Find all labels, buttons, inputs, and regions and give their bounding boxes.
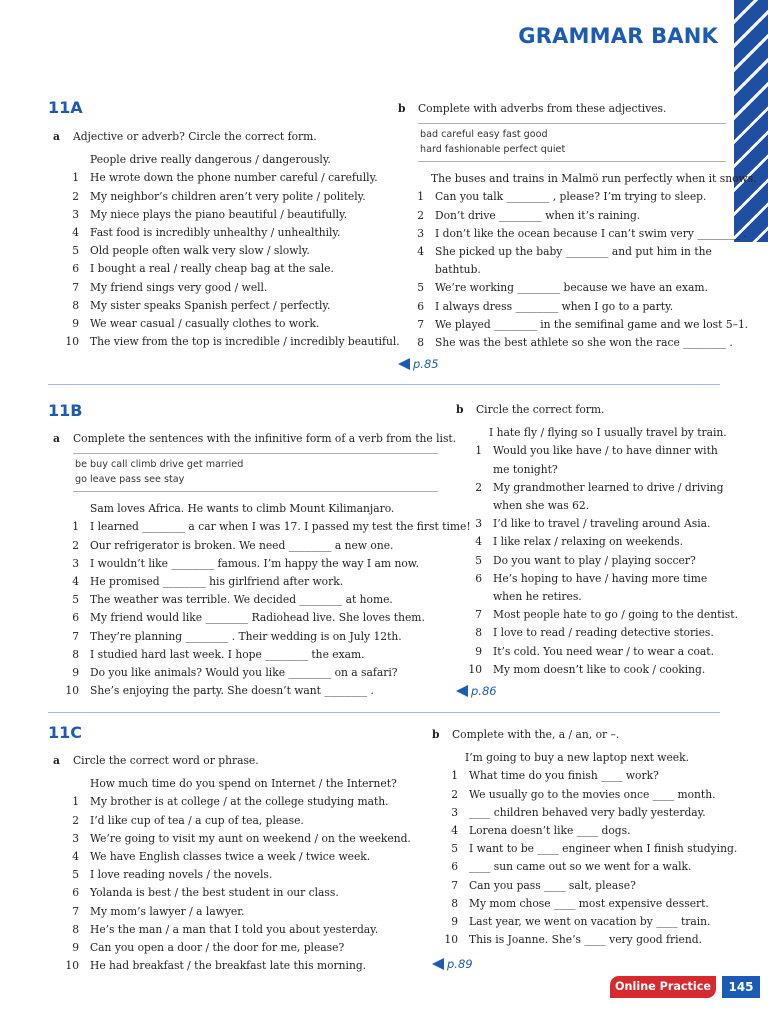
exercise-item[interactable]: 8 He’s the man / a man that I told you about yesterday. bbox=[72, 922, 379, 936]
page-reference-link[interactable]: p.85 bbox=[398, 357, 439, 371]
exercise-item[interactable]: 3 We’re going to visit my aunt on weekend / on the weekend. bbox=[72, 831, 411, 845]
online-practice-badge[interactable]: Online Practice bbox=[610, 976, 716, 998]
exercise-item[interactable]: 3 My niece plays the piano beautiful / beautifully. bbox=[72, 207, 348, 221]
exercise-item[interactable]: 7 Most people hate to go / going to the dentist. bbox=[475, 608, 738, 622]
exercise-item[interactable]: 1 What time do you finish ____ work? bbox=[451, 769, 659, 783]
exercise-item[interactable]: 10 He had breakfast / the breakfast late this morning. bbox=[65, 959, 367, 973]
exercise-item[interactable]: 10 My mom doesn’t like to cook / cooking. bbox=[468, 662, 706, 676]
exercise-item[interactable]: 10 She’s enjoying the party. She doesn’t want ________ . bbox=[65, 684, 374, 698]
exercise-item[interactable]: 7 They’re planning ________ . Their wedding is on July 12th. bbox=[72, 629, 402, 643]
exercise-instruction: b Complete with adverbs from these adjectives. bbox=[398, 102, 667, 115]
exercise-instruction: a Circle the correct word or phrase. bbox=[53, 754, 259, 767]
page-reference-link[interactable]: p.86 bbox=[456, 684, 497, 698]
exercise-instruction: b Circle the correct form. bbox=[456, 403, 605, 416]
exercise-11b-b bbox=[456, 401, 738, 679]
exercise-item[interactable]: 2 My grandmother learned to drive / driving when she was 62. bbox=[475, 480, 724, 513]
exercise-item[interactable]: 7 My mom’s lawyer / a lawyer. bbox=[72, 904, 245, 918]
exercise-item[interactable]: 1 He wrote down the phone number careful / carefully. bbox=[72, 171, 378, 185]
exercise-item[interactable]: 10 This is Joanne. She’s ____ very good friend. bbox=[444, 933, 702, 947]
example-sentence: How much time do you spend on Internet / the Internet? bbox=[90, 777, 397, 791]
section-heading-11a: 11A bbox=[48, 98, 83, 117]
example-sentence: The buses and trains in Malmö run perfectly when it snows. bbox=[431, 172, 757, 186]
exercise-item[interactable]: 3 ____ children behaved very badly yesterday. bbox=[451, 805, 706, 819]
word-box: be buy call climb drive get married go leave pass see stay bbox=[73, 453, 438, 492]
section-divider bbox=[48, 712, 720, 713]
exercise-item[interactable]: 2 My neighbor’s children aren’t very polite / politely. bbox=[72, 189, 366, 203]
exercise-item[interactable]: 8 I studied hard last week. I hope ________ the exam. bbox=[72, 647, 365, 661]
exercise-instruction: b Complete with the, a / an, or –. bbox=[432, 728, 620, 741]
exercise-item[interactable]: 6 My friend would like ________ Radiohead live. She loves them. bbox=[72, 611, 425, 625]
exercise-instruction: a Adjective or adverb? Circle the correct form. bbox=[53, 130, 317, 143]
exercise-item[interactable]: 8 My mom chose ____ most expensive dessert. bbox=[451, 896, 709, 910]
back-arrow-icon bbox=[398, 358, 410, 370]
exercise-item[interactable]: 10 The view from the top is incredible / incredibly beautiful. bbox=[65, 335, 400, 349]
exercise-item[interactable]: 8 My sister speaks Spanish perfect / perfectly. bbox=[72, 298, 331, 312]
exercise-item[interactable]: 3 I don’t like the ocean because I can’t swim very ________ . bbox=[417, 226, 747, 240]
exercise-11c-b bbox=[432, 726, 738, 949]
exercise-11a-b bbox=[398, 100, 757, 352]
section-divider bbox=[48, 384, 720, 385]
exercise-11b-a bbox=[53, 430, 471, 700]
exercise-11a-a bbox=[53, 128, 400, 351]
exercise-item[interactable]: 2 Don’t drive ________ when it’s raining. bbox=[417, 208, 641, 222]
exercise-11c-a bbox=[53, 752, 423, 975]
exercise-item[interactable]: 4 I like relax / relaxing on weekends. bbox=[475, 535, 684, 549]
exercise-instruction: a Complete the sentences with the infinitive form of a verb from the list. bbox=[53, 432, 457, 445]
exercise-item[interactable]: 8 I love to read / reading detective stories. bbox=[475, 626, 714, 640]
back-arrow-icon bbox=[456, 685, 468, 697]
exercise-item[interactable]: 9 Can you open a door / the door for me, please? bbox=[72, 941, 345, 955]
exercise-item[interactable]: 7 My friend sings very good / well. bbox=[72, 280, 268, 294]
word-box: bad careful easy fast good hard fashionable perfect quiet bbox=[418, 123, 726, 162]
exercise-item[interactable]: 6 ____ sun came out so we went for a walk. bbox=[451, 860, 692, 874]
exercise-item[interactable]: 6 He’s hoping to have / having more time when he retires. bbox=[475, 571, 708, 604]
section-heading-11c: 11C bbox=[48, 723, 83, 742]
exercise-item[interactable]: 4 She picked up the baby ________ and put him in the bathtub. bbox=[417, 245, 712, 277]
exercise-item[interactable]: 2 Our refrigerator is broken. We need ________ a new one. bbox=[72, 538, 394, 552]
exercise-item[interactable]: 3 I’d like to travel / traveling around Asia. bbox=[475, 517, 711, 531]
example-sentence: Sam loves Africa. He wants to climb Mount Kilimanjaro. bbox=[90, 502, 395, 516]
exercise-item[interactable]: 1 Can you talk ________ , please? I’m trying to sleep. bbox=[417, 190, 707, 204]
exercise-item[interactable]: 4 He promised ________ his girlfriend after work. bbox=[72, 575, 344, 589]
page-title: GRAMMAR BANK bbox=[518, 24, 718, 48]
exercise-item[interactable]: 1 My brother is at college / at the college studying math. bbox=[72, 795, 389, 809]
exercise-item[interactable]: 9 It’s cold. You need wear / to wear a coat. bbox=[475, 644, 714, 658]
exercise-item[interactable]: 5 We’re working ________ because we have an exam. bbox=[417, 281, 708, 295]
exercise-item[interactable]: 5 The weather was terrible. We decided ________ at home. bbox=[72, 593, 393, 607]
exercise-item[interactable]: 7 Can you pass ____ salt, please? bbox=[451, 878, 636, 892]
exercise-item[interactable]: 9 Last year, we went on vacation by ____ train. bbox=[451, 915, 711, 929]
exercise-item[interactable]: 4 We have English classes twice a week / twice week. bbox=[72, 850, 371, 864]
exercise-item[interactable]: 2 I’d like cup of tea / a cup of tea, please. bbox=[72, 813, 304, 827]
example-sentence: People drive really dangerous / dangerously. bbox=[90, 153, 331, 167]
exercise-item[interactable]: 3 I wouldn’t like ________ famous. I’m happy the way I am now. bbox=[72, 556, 420, 570]
exercise-item[interactable]: 5 Do you want to play / playing soccer? bbox=[475, 553, 696, 567]
exercise-item[interactable]: 6 I bought a real / really cheap bag at the sale. bbox=[72, 262, 334, 276]
exercise-item[interactable]: 1 Would you like have / to have dinner with me tonight? bbox=[475, 444, 718, 476]
exercise-item[interactable]: 9 We wear casual / casually clothes to work. bbox=[72, 317, 320, 331]
example-sentence: I’m going to buy a new laptop next week. bbox=[465, 751, 689, 765]
back-arrow-icon bbox=[432, 958, 444, 970]
exercise-item[interactable]: 8 She was the best athlete so she won the race ________ . bbox=[417, 336, 733, 350]
page-number: 145 bbox=[722, 976, 760, 998]
example-sentence: I hate fly / flying so I usually travel by train. bbox=[489, 426, 727, 440]
exercise-item[interactable]: 4 Fast food is incredibly unhealthy / unhealthily. bbox=[72, 226, 341, 240]
exercise-item[interactable]: 6 I always dress ________ when I go to a party. bbox=[417, 299, 674, 313]
exercise-item[interactable]: 6 Yolanda is best / the best student in our class. bbox=[72, 886, 339, 900]
exercise-item[interactable]: 4 Lorena doesn’t like ____ dogs. bbox=[451, 824, 631, 838]
page-reference-link[interactable]: p.89 bbox=[432, 957, 473, 971]
section-heading-11b: 11B bbox=[48, 401, 83, 420]
exercise-item[interactable]: 1 I learned ________ a car when I was 17. I passed my test the first time! bbox=[72, 520, 471, 534]
exercise-item[interactable]: 7 We played ________ in the semifinal game and we lost 5–1. bbox=[417, 317, 749, 331]
exercise-item[interactable]: 2 We usually go to the movies once ____ month. bbox=[451, 787, 716, 801]
exercise-item[interactable]: 9 Do you like animals? Would you like ________ on a safari? bbox=[72, 666, 398, 680]
corner-stripes bbox=[734, 0, 768, 242]
exercise-item[interactable]: 5 I love reading novels / the novels. bbox=[72, 868, 273, 882]
exercise-item[interactable]: 5 I want to be ____ engineer when I finish studying. bbox=[451, 842, 738, 856]
exercise-item[interactable]: 5 Old people often walk very slow / slowly. bbox=[72, 244, 310, 258]
